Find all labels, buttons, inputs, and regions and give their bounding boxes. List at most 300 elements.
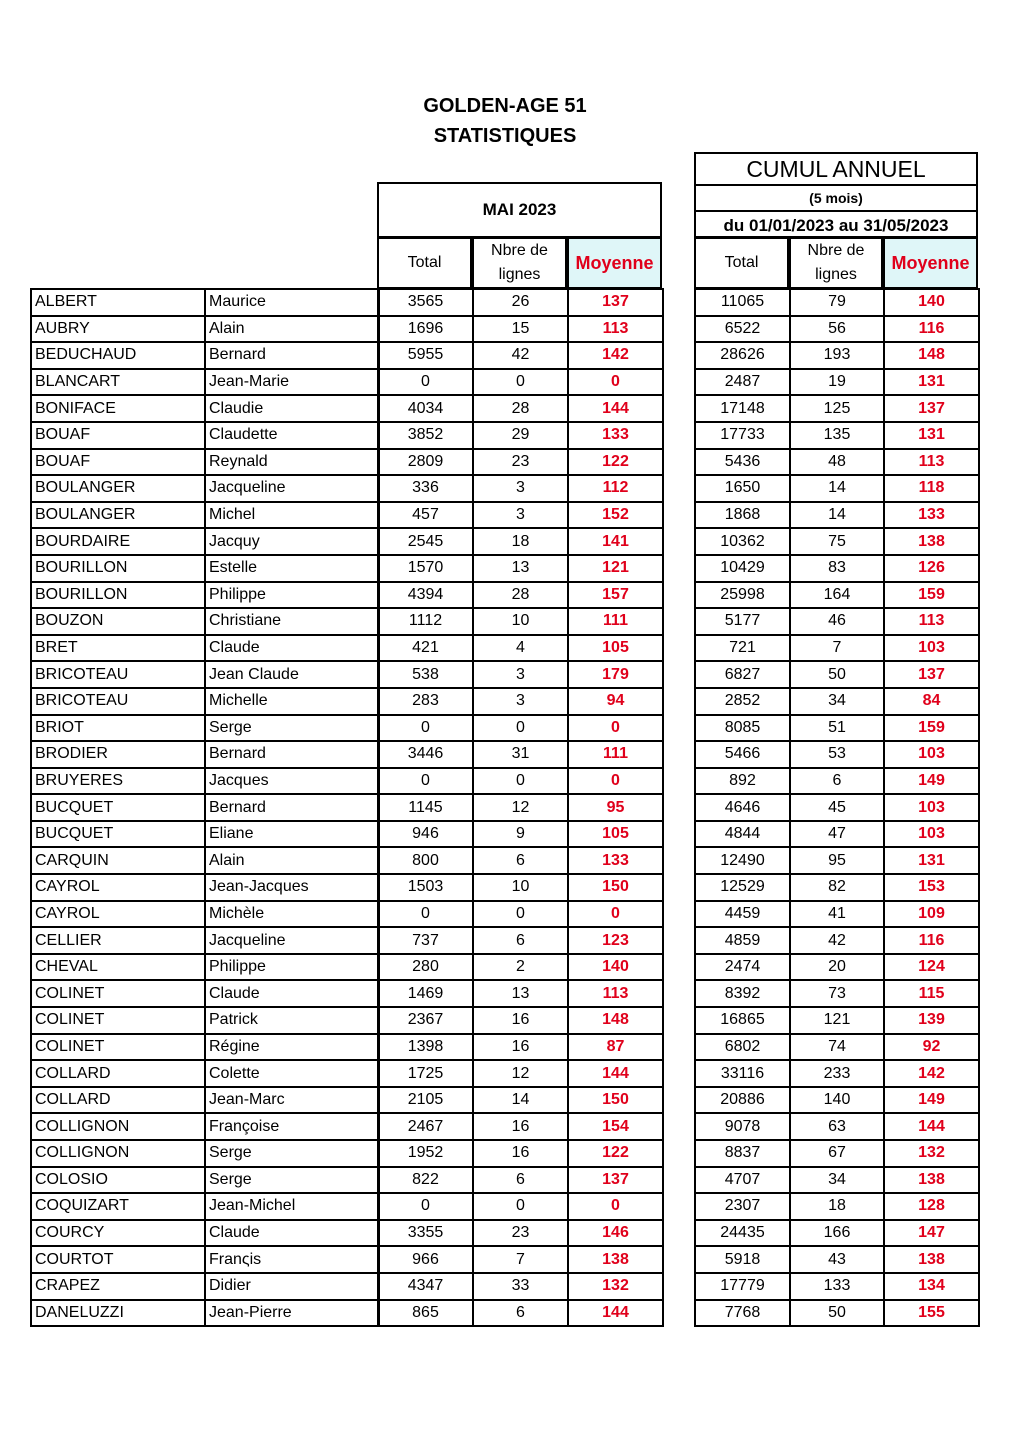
cumul-avg-cell: 148 [884, 342, 979, 369]
cumul-lines-cell: 50 [790, 661, 884, 688]
may-lines-header: Nbre de lignes [472, 237, 567, 289]
may-total-cell: 0 [378, 901, 473, 928]
may-avg-cell: 144 [568, 1060, 663, 1087]
may-total-cell: 1398 [378, 1034, 473, 1061]
may-lines-cell: 13 [473, 555, 568, 582]
first-name-cell: Patrick [205, 1007, 379, 1034]
last-name-cell: AUBRY [31, 316, 205, 343]
may-avg-cell: 137 [568, 289, 663, 316]
first-name-cell: Jacqueline [205, 927, 379, 954]
table-row [31, 715, 379, 742]
table-row [695, 608, 979, 635]
table-row [31, 1007, 379, 1034]
cumul-total-cell: 17733 [695, 422, 790, 449]
first-name-cell: Bernard [205, 342, 379, 369]
cumul-lines-cell: 193 [790, 342, 884, 369]
table-row [31, 369, 379, 396]
table-row [31, 1140, 379, 1167]
first-name-cell: Jean-Michel [205, 1193, 379, 1220]
cumul-avg-cell: 133 [884, 502, 979, 529]
table-row [378, 1167, 663, 1194]
may-lines-cell: 2 [473, 954, 568, 981]
cumul-lines-cell: 67 [790, 1140, 884, 1167]
table-row [378, 768, 663, 795]
table-row [378, 954, 663, 981]
table-row [31, 289, 379, 316]
may-lines-cell: 42 [473, 342, 568, 369]
cumul-lines-cell: 140 [790, 1087, 884, 1114]
table-row [695, 1300, 979, 1327]
last-name-cell: COLLIGNON [31, 1140, 205, 1167]
may-lines-cell: 28 [473, 395, 568, 422]
table-row [378, 874, 663, 901]
cumul-lines-cell: 125 [790, 395, 884, 422]
last-name-cell: COLOSIO [31, 1167, 205, 1194]
may-total-header: Total [377, 237, 472, 289]
may-avg-cell: 94 [568, 688, 663, 715]
table-row [31, 821, 379, 848]
table-row [378, 980, 663, 1007]
first-name-cell: Claudette [205, 422, 379, 449]
cumul-lines-cell: 6 [790, 768, 884, 795]
may-avg-cell: 144 [568, 1300, 663, 1327]
table-row [695, 369, 979, 396]
table-row [31, 1087, 379, 1114]
cumul-lines-cell: 51 [790, 715, 884, 742]
first-name-cell: Serge [205, 1140, 379, 1167]
may-avg-cell: 111 [568, 741, 663, 768]
table-row [695, 927, 979, 954]
cumul-avg-cell: 103 [884, 635, 979, 662]
table-row [378, 528, 663, 555]
cumul-total-cell: 8837 [695, 1140, 790, 1167]
first-name-cell: Michèle [205, 901, 379, 928]
table-row [31, 635, 379, 662]
first-name-cell: Claude [205, 980, 379, 1007]
cumul-total-cell: 721 [695, 635, 790, 662]
may-total-cell: 4347 [378, 1273, 473, 1300]
cumul-avg-cell: 92 [884, 1034, 979, 1061]
may-avg-cell: 148 [568, 1007, 663, 1034]
table-row [31, 449, 379, 476]
table-row [31, 768, 379, 795]
may-lines-cell: 16 [473, 1113, 568, 1140]
cumul-total-cell: 8085 [695, 715, 790, 742]
cumul-avg-cell: 159 [884, 582, 979, 609]
cumul-avg-cell: 131 [884, 422, 979, 449]
first-name-cell: Jacqueline [205, 475, 379, 502]
may-avg-cell: 150 [568, 1087, 663, 1114]
table-row [378, 1113, 663, 1140]
may-avg-cell: 122 [568, 449, 663, 476]
cumul-avg-cell: 137 [884, 661, 979, 688]
table-row [695, 1273, 979, 1300]
table-row [378, 1140, 663, 1167]
cumul-total-cell: 4459 [695, 901, 790, 928]
table-row [31, 1246, 379, 1273]
cumul-avg-cell: 138 [884, 528, 979, 555]
cumul-table [694, 288, 980, 1327]
table-row [378, 927, 663, 954]
table-row [378, 289, 663, 316]
cumul-lines-cell: 14 [790, 475, 884, 502]
may-table [377, 288, 664, 1327]
table-row [31, 847, 379, 874]
cumul-lines-cell: 121 [790, 1007, 884, 1034]
last-name-cell: BRICOTEAU [31, 661, 205, 688]
table-row [695, 316, 979, 343]
may-lines-cell: 18 [473, 528, 568, 555]
cumul-avg-cell: 149 [884, 768, 979, 795]
page-title: GOLDEN-AGE 51 [423, 95, 587, 117]
cumul-lines-cell: 95 [790, 847, 884, 874]
cumul-total-cell: 9078 [695, 1113, 790, 1140]
cumul-lines-cell: 42 [790, 927, 884, 954]
may-lines-cell: 3 [473, 502, 568, 529]
cumul-avg-cell: 115 [884, 980, 979, 1007]
table-row [378, 449, 663, 476]
first-name-cell: Bernard [205, 741, 379, 768]
cumul-avg-cell: 116 [884, 316, 979, 343]
may-avg-cell: 0 [568, 901, 663, 928]
may-avg-cell: 142 [568, 342, 663, 369]
cumul-lines-cell: 53 [790, 741, 884, 768]
last-name-cell: COLLIGNON [31, 1113, 205, 1140]
may-avg-cell: 157 [568, 582, 663, 609]
may-avg-cell: 138 [568, 1246, 663, 1273]
table-row [378, 582, 663, 609]
cumul-total-cell: 7768 [695, 1300, 790, 1327]
first-name-cell: Claude [205, 1220, 379, 1247]
table-row [378, 1246, 663, 1273]
cumul-lines-cell: 45 [790, 794, 884, 821]
may-avg-cell: 146 [568, 1220, 663, 1247]
may-lines-cell: 3 [473, 475, 568, 502]
cumul-total-cell: 17779 [695, 1273, 790, 1300]
table-row [695, 661, 979, 688]
cumul-total-cell: 2852 [695, 688, 790, 715]
cumul-lines-cell: 166 [790, 1220, 884, 1247]
table-row [695, 1140, 979, 1167]
cumul-total-cell: 16865 [695, 1007, 790, 1034]
cumul-avg-cell: 103 [884, 821, 979, 848]
table-row [378, 1193, 663, 1220]
table-row [378, 475, 663, 502]
table-row [378, 1007, 663, 1034]
cumul-lines-cell: 82 [790, 874, 884, 901]
table-row [695, 1034, 979, 1061]
last-name-cell: DANELUZZI [31, 1300, 205, 1327]
table-row [695, 954, 979, 981]
cumul-total-cell: 8392 [695, 980, 790, 1007]
may-total-cell: 1112 [378, 608, 473, 635]
cumul-lines-cell: 34 [790, 688, 884, 715]
cumul-lines-cell: 74 [790, 1034, 884, 1061]
cumul-lines-cell: 56 [790, 316, 884, 343]
may-avg-cell: 105 [568, 635, 663, 662]
may-avg-cell: 154 [568, 1113, 663, 1140]
cumul-avg-cell: 140 [884, 289, 979, 316]
cumul-lines-cell: 41 [790, 901, 884, 928]
cumul-total-cell: 10362 [695, 528, 790, 555]
cumul-total-cell: 4844 [695, 821, 790, 848]
cumul-total-cell: 892 [695, 768, 790, 795]
may-lines-cell: 0 [473, 768, 568, 795]
cumul-total-cell: 25998 [695, 582, 790, 609]
may-lines-cell: 16 [473, 1140, 568, 1167]
table-row [378, 688, 663, 715]
last-name-cell: COLLARD [31, 1060, 205, 1087]
may-total-cell: 822 [378, 1167, 473, 1194]
may-lines-cell: 9 [473, 821, 568, 848]
page-subtitle: STATISTIQUES [433, 125, 577, 147]
table-row [31, 502, 379, 529]
first-name-cell: Jacquy [205, 528, 379, 555]
table-row [378, 422, 663, 449]
may-avg-cell: 112 [568, 475, 663, 502]
last-name-cell: BRODIER [31, 741, 205, 768]
table-row [695, 555, 979, 582]
cumul-avg-cell: 126 [884, 555, 979, 582]
cumul-total-header: Total [694, 237, 789, 289]
may-total-cell: 1570 [378, 555, 473, 582]
may-avg-cell: 0 [568, 369, 663, 396]
last-name-cell: BOUAF [31, 449, 205, 476]
may-total-cell: 1145 [378, 794, 473, 821]
last-name-cell: COURCY [31, 1220, 205, 1247]
table-row [695, 1220, 979, 1247]
table-row [31, 582, 379, 609]
may-avg-cell: 87 [568, 1034, 663, 1061]
last-name-cell: COURTOT [31, 1246, 205, 1273]
cumul-avg-cell: 131 [884, 847, 979, 874]
may-avg-header: Moyenne [567, 237, 662, 289]
table-row [378, 901, 663, 928]
may-total-cell: 0 [378, 1193, 473, 1220]
cumul-lines-cell: 18 [790, 1193, 884, 1220]
table-row [378, 661, 663, 688]
table-row [378, 608, 663, 635]
first-name-cell: Claude [205, 635, 379, 662]
table-row [31, 901, 379, 928]
may-lines-cell: 6 [473, 1300, 568, 1327]
cumul-lines-cell: 133 [790, 1273, 884, 1300]
table-row [695, 1087, 979, 1114]
table-row [31, 741, 379, 768]
cumul-lines-header: Nbre de lignes [789, 237, 883, 289]
cumul-avg-cell: 139 [884, 1007, 979, 1034]
may-lines-cell: 6 [473, 927, 568, 954]
table-row [378, 555, 663, 582]
may-total-cell: 1696 [378, 316, 473, 343]
may-lines-cell: 33 [473, 1273, 568, 1300]
may-avg-cell: 113 [568, 980, 663, 1007]
table-row [378, 316, 663, 343]
may-avg-cell: 121 [568, 555, 663, 582]
may-avg-cell: 179 [568, 661, 663, 688]
cumul-lines-cell: 73 [790, 980, 884, 1007]
may-lines-cell: 16 [473, 1007, 568, 1034]
table-row [695, 635, 979, 662]
first-name-cell: Michel [205, 502, 379, 529]
table-row [695, 289, 979, 316]
cumul-lines-cell: 14 [790, 502, 884, 529]
table-row [695, 980, 979, 1007]
may-lines-cell: 10 [473, 874, 568, 901]
cumul-lines-cell: 7 [790, 635, 884, 662]
table-row [378, 369, 663, 396]
table-row [378, 635, 663, 662]
cumul-avg-cell: 138 [884, 1167, 979, 1194]
table-row [695, 1113, 979, 1140]
table-row [31, 1034, 379, 1061]
last-name-cell: BOULANGER [31, 502, 205, 529]
table-row [31, 874, 379, 901]
table-row [378, 741, 663, 768]
cumul-lines-cell: 233 [790, 1060, 884, 1087]
cumul-period: du 01/01/2023 au 31/05/2023 [723, 216, 949, 235]
last-name-cell: BONIFACE [31, 395, 205, 422]
may-avg-cell: 0 [568, 1193, 663, 1220]
may-lines-cell: 0 [473, 369, 568, 396]
last-name-cell: ALBERT [31, 289, 205, 316]
first-name-cell: Philippe [205, 954, 379, 981]
first-name-cell: Jean Claude [205, 661, 379, 688]
may-lines-cell: 0 [473, 1193, 568, 1220]
table-row [378, 1300, 663, 1327]
may-lines-cell: 10 [473, 608, 568, 635]
may-total-cell: 280 [378, 954, 473, 981]
table-row [695, 794, 979, 821]
may-total-cell: 966 [378, 1246, 473, 1273]
table-row [378, 715, 663, 742]
table-row [378, 794, 663, 821]
last-name-cell: BLANCART [31, 369, 205, 396]
first-name-cell: Didier [205, 1273, 379, 1300]
last-name-cell: CAYROL [31, 874, 205, 901]
cumul-avg-cell: 155 [884, 1300, 979, 1327]
may-avg-cell: 152 [568, 502, 663, 529]
cumul-lines-cell: 164 [790, 582, 884, 609]
first-name-cell: Christiane [205, 608, 379, 635]
cumul-total-cell: 28626 [695, 342, 790, 369]
table-row [695, 821, 979, 848]
may-total-cell: 0 [378, 715, 473, 742]
cumul-total-cell: 33116 [695, 1060, 790, 1087]
cumul-total-cell: 4859 [695, 927, 790, 954]
last-name-cell: BOURILLON [31, 582, 205, 609]
may-total-cell: 421 [378, 635, 473, 662]
cumul-total-cell: 11065 [695, 289, 790, 316]
table-row [695, 1060, 979, 1087]
cumul-total-cell: 1868 [695, 502, 790, 529]
last-name-cell: BOULANGER [31, 475, 205, 502]
cumul-total-cell: 17148 [695, 395, 790, 422]
table-row [695, 768, 979, 795]
last-name-cell: BOURDAIRE [31, 528, 205, 555]
cumul-avg-cell: 103 [884, 741, 979, 768]
table-row [695, 874, 979, 901]
table-row [31, 794, 379, 821]
may-total-cell: 5955 [378, 342, 473, 369]
cumul-header [694, 152, 978, 238]
table-row [31, 954, 379, 981]
table-row [31, 475, 379, 502]
first-name-cell: Françoise [205, 1113, 379, 1140]
first-name-cell: Philippe [205, 582, 379, 609]
table-row [695, 847, 979, 874]
cumul-total-cell: 5918 [695, 1246, 790, 1273]
first-name-cell: Jean-Jacques [205, 874, 379, 901]
table-row [695, 1007, 979, 1034]
first-name-cell: Eliane [205, 821, 379, 848]
may-total-cell: 4034 [378, 395, 473, 422]
may-total-cell: 946 [378, 821, 473, 848]
may-total-cell: 865 [378, 1300, 473, 1327]
may-lines-cell: 7 [473, 1246, 568, 1273]
cumul-avg-cell: 103 [884, 794, 979, 821]
table-row [378, 1034, 663, 1061]
table-row [31, 1113, 379, 1140]
may-lines-cell: 31 [473, 741, 568, 768]
cumul-avg-cell: 131 [884, 369, 979, 396]
table-row [31, 1167, 379, 1194]
may-lines-cell: 13 [473, 980, 568, 1007]
table-row [695, 1167, 979, 1194]
table-row [695, 422, 979, 449]
table-row [31, 1220, 379, 1247]
cumul-avg-cell: 144 [884, 1113, 979, 1140]
may-avg-cell: 113 [568, 316, 663, 343]
table-row [378, 502, 663, 529]
table-row [695, 901, 979, 928]
first-name-cell: Alain [205, 847, 379, 874]
cumul-avg-cell: 137 [884, 395, 979, 422]
may-total-cell: 2105 [378, 1087, 473, 1114]
first-name-cell: Colette [205, 1060, 379, 1087]
table-row [695, 342, 979, 369]
table-row [31, 555, 379, 582]
may-lines-cell: 23 [473, 449, 568, 476]
first-name-cell: Jean-Pierre [205, 1300, 379, 1327]
may-total-cell: 336 [378, 475, 473, 502]
table-row [31, 422, 379, 449]
may-total-cell: 2809 [378, 449, 473, 476]
last-name-cell: COLINET [31, 1007, 205, 1034]
cumul-lines-cell: 43 [790, 1246, 884, 1273]
cumul-total-cell: 2307 [695, 1193, 790, 1220]
cumul-avg-cell: 147 [884, 1220, 979, 1247]
table-row [695, 395, 979, 422]
last-name-cell: BEDUCHAUD [31, 342, 205, 369]
cumul-avg-cell: 132 [884, 1140, 979, 1167]
first-name-cell: Bernard [205, 794, 379, 821]
table-row [378, 395, 663, 422]
last-name-cell: BRUYERES [31, 768, 205, 795]
may-total-cell: 800 [378, 847, 473, 874]
table-row [695, 582, 979, 609]
cumul-lines-cell: 34 [790, 1167, 884, 1194]
may-total-cell: 1469 [378, 980, 473, 1007]
cumul-avg-cell: 116 [884, 927, 979, 954]
cumul-total-cell: 5177 [695, 608, 790, 635]
cumul-lines-cell: 79 [790, 289, 884, 316]
table-row [378, 1087, 663, 1114]
first-name-cell: Serge [205, 1167, 379, 1194]
may-lines-cell: 6 [473, 847, 568, 874]
may-lines-cell: 0 [473, 715, 568, 742]
cumul-total-cell: 24435 [695, 1220, 790, 1247]
